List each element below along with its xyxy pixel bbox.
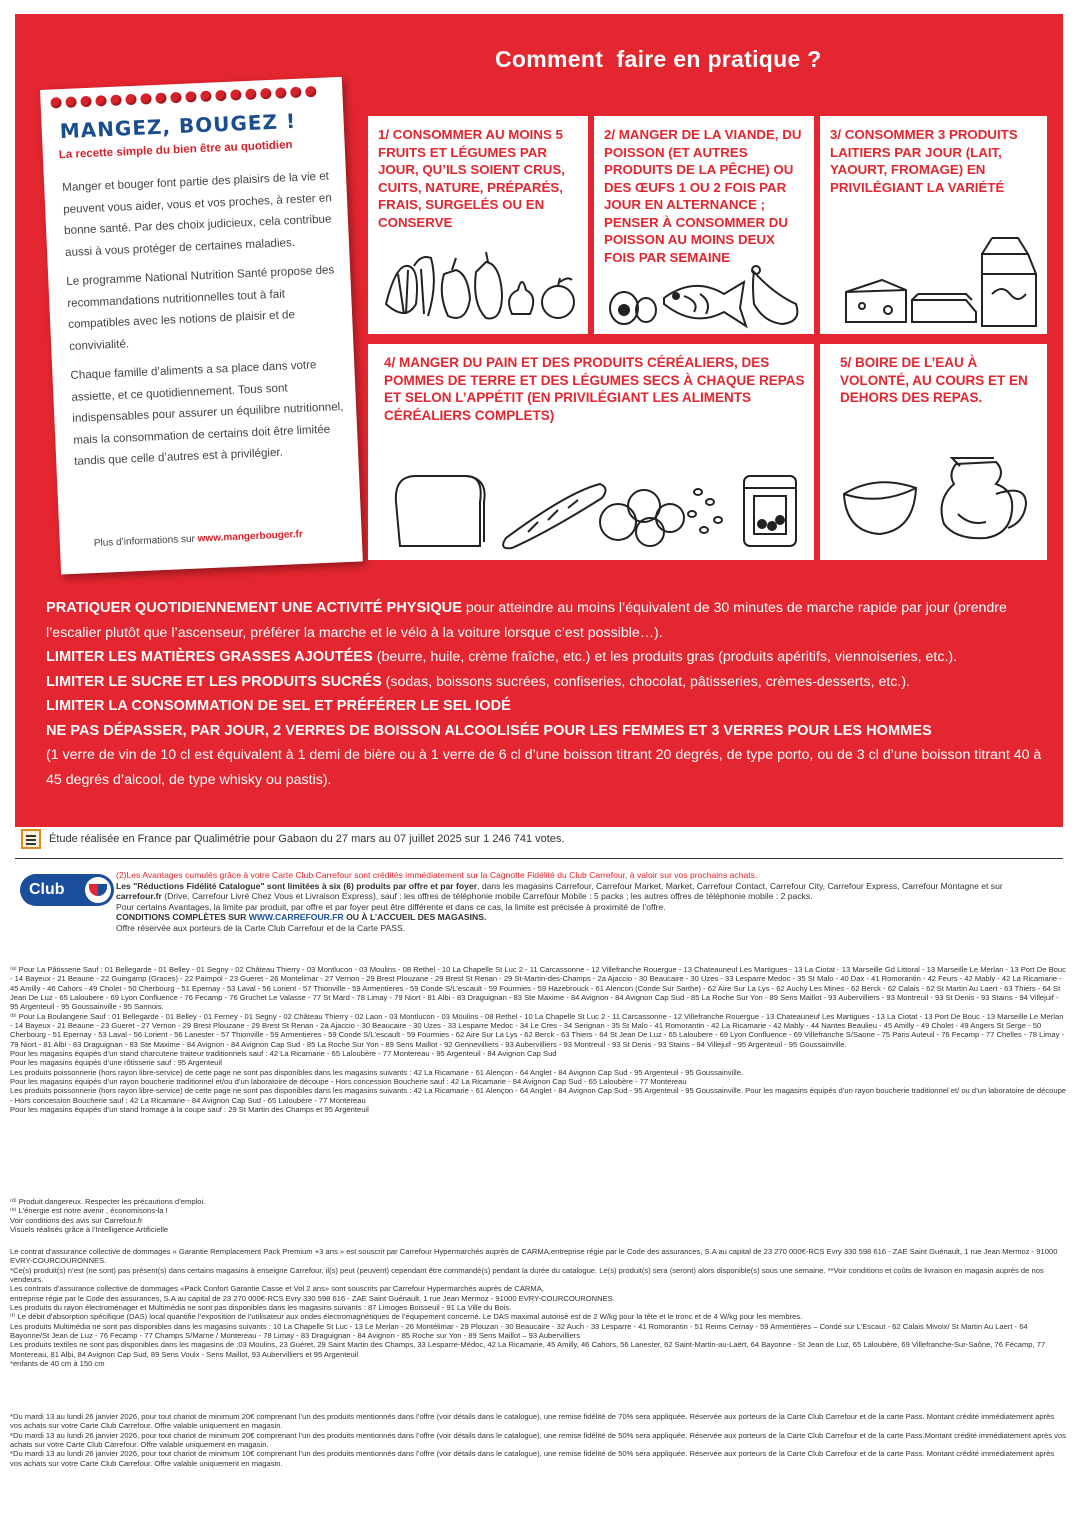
fine-print-stores (10, 965, 1068, 1115)
fine-print-line: Visuels réalisés grâce à l’Intelligence Artificielle (10, 1225, 169, 1235)
card-body (62, 165, 351, 480)
fine-print-line: ⁽ᶠ⁾ Le débit d’absorption spécifique (DAS) local quantifie l’exposition de l’utilisateur aux ondes électromagnétiques de l’équipement concerné. Le DAS maximal autorisé est de 2 W/kg pour la tête et le tronc et de 4 W/kg pour les membres. (10, 1312, 803, 1322)
fine-print-offers (10, 1412, 1068, 1468)
club-line: Les "Réductions Fidélité Catalogue" sont limitées à six (6) produits par offre et par foyer, dans les magasins Carrefour, Carrefour Market, Market, Carrefour Contact, Carrefour City, Carrefour Express, Carrefour Montagne et sur (116, 880, 1003, 891)
guideline-activity: PRATIQUER QUOTIDIENNEMENT UNE ACTIVITÉ PHYSIQUE pour atteindre au moins l’équivalent de 30 minutes de marche rapide par jour (prendre l’escalier plutôt que l’ascenseur, préférer la marche et le vélo à la voiture lorsque c’est possible…). (46, 600, 1007, 641)
guideline-alcohol: NE PAS DÉPASSER, PAR JOUR, 2 VERRES DE BOISSON ALCOOLISÉE POUR LES FEMMES ET 3 VERRES POUR LES HOMMES (46, 722, 932, 739)
dairy-products-icon (842, 234, 1042, 330)
club-line: CONDITIONS COMPLÈTES SUR WWW.CARREFOUR.FR OU À L’ACCUEIL DES MAGASINS. (116, 912, 487, 923)
tip-text: 1/ CONSOMMER AU MOINS 5 FRUITS ET LÉGUMES PAR JOUR, QU’ILS SOIENT CRUS, CUITS, NATURE, PRÉPARÉS, FRAIS, SURGELÉS OU EN CONSERVE (378, 127, 565, 230)
fine-print-line: ⁽ᵇ⁾ Pour La Boulangerie Sauf : 01 Bellegarde - 01 Belley - 01 Ferney - 01 Segny - 02 Château Thierry - 02 Laon - 03 Montlucon - 03 Moulins - 08 Rethel - 10 La Chapelle St Luc 2 - 11 Carcassonne - 12 Villefranche Rouergue - 13 Chateauneuf Les Martigues - 13 La Ciotat - 13 Port De Bouc - 13 Marseille Le Merlan - 14 Bayeux - 21 Beaune - 23 Gueret - 27 Vernon - 29 Brest Plouzane - 29 Brest St Renan - 2a Ajaccio - 30 Beaucaire - 30 Uzes - 33 Lesparre Medoc - 34 Le Cres - 34 Serignan - 35 St Malo - 41 Romorantin - 42 La Ricamarie - 42 Mably - 44 Nantes Beaulieu - 45 Amilly - 49 Cholet - 49 Angers St Serge - 50 Cherbourg - 51 Epernay - 53 Laval - 56 Lorient - 56 Lanester - 57 Thionville - 59 Armentieres - 59 Conde S/L'escault - 59 Fourmies - 62 Aire Sur La Lys - 62 Berck - 63 Thiers - 64 St Jean De Luz - 65 Laloubere - 69 Lyon Confluence - 69 Villefranche S/Saone - 75 Paris Auteuil - 76 Fecamp - 77 Chelles - 78 Limay - 79 Niort - 81 Albi - 83 Draguignan - 83 Ste Maxime - 84 Avignon - 84 Avignon Cap Sud - 85 La Roche Sur Yon - 89 Sens Maillot - 92 Gennevilliers - 93 Aubervilliers - 93 Montreuil - 93 St Denis - 93 Stains - 94 Villejuif - 95 Argenteuil - 95 Goussainville. (10, 1011, 1065, 1049)
carrefour-logo-icon (85, 877, 111, 903)
carrefour-link[interactable]: WWW.CARREFOUR.FR (248, 912, 344, 923)
survey-icon (21, 829, 41, 849)
guideline-alcohol-note: (1 verre de vin de 10 cl est équivalent à 1 demi de bière ou à 1 verre de 6 cl d’une boisson titrant 20 degrés, de type porto, ou de 3 cl d’une boisson titrant 40 à 45 degrés d’alcool, de type whisky ou pastis). (46, 747, 1042, 788)
spiral-binding (50, 86, 316, 109)
tip-text: 3/ CONSOMMER 3 PRODUITS LAITIERS PAR JOUR (LAIT, YAOURT, FROMAGE) EN PRIVILÉGIANT LA VARIÉTÉ (830, 127, 1018, 195)
guideline-fats: LIMITER LES MATIÈRES GRASSES AJOUTÉES (beurre, huile, crème fraîche, etc.) et les produits gras (produits apéritifs, viennoiseries, etc.). (46, 649, 958, 665)
survey-text: Étude réalisée en France par Qualimétrie pour Gabaon du 27 mars au 07 juillet 2025 sur 1 246 741 votes. (49, 833, 565, 845)
card-paragraph: Manger et bouger font partie des plaisirs de la vie et peuvent vous aider, vous et vos proches, à rester en bonne santé. Par des choix judicieux, cela contribue aussi à vous protéger de certaines maladies. (61, 169, 332, 259)
club-line: carrefour.fr (Drive, Carrefour Livré Chez Vous et Livraison Express), sauf : les offres de téléphonie mobile Carrefour Mobile : 5 packs ; les autres offres de téléphonie mobile : 2 packs. (116, 891, 813, 902)
fine-print-line: Les produits poissonnerie (hors rayon libre-service) de cette page ne sont pas disponibles dans les magasins suivants : 42 La Ricamarie - 61 Alençon - 64 Anglet - 84 Avignon Cap Sud - 95 Argenteuil - 95 Goussainville. (10, 1067, 744, 1077)
tip-box-meat-fish-eggs (594, 116, 814, 334)
meat-fish-eggs-icon (604, 264, 809, 330)
card-paragraph: Le programme National Nutrition Santé propose des recommandations nutritionnelles tout à fait compatibles avec les notions de plaisir et de convivialité. (66, 263, 335, 353)
fine-print-line: entreprise régie par le Code des assurances, S.A au capital de 23 270 000€-RCS Evry 330 598 616 - ZAE Saint Guénault, 1 rue Jean Mermoz - 91000 EVRY-COURCOURONNES. (10, 1293, 615, 1303)
card-subtitle: La recette simple du bien être au quotidien (58, 139, 293, 162)
fine-print-line: Pour les magasins équipés d’un stand charcuterie traiteur traditionnels sauf : 42 La Ricamarie - 65 Laloubère - 77 Montereau - 95 Argenteuil - 84 Avignon Cap Sud (10, 1049, 557, 1059)
fine-print-notices (10, 1197, 1068, 1234)
fine-print-line: ⁽ᵉ⁾ L’énergie est notre avenir , économisons-la ! (10, 1206, 168, 1216)
tip-box-fruits-vegetables (368, 116, 588, 334)
mangerbouger-link[interactable]: www.mangerbouger.fr (197, 528, 304, 545)
tip-box-cereals (368, 344, 814, 560)
survey-note (21, 829, 564, 849)
card-paragraph: Chaque famille d’aliments a sa place dans votre assiette, et ce quotidiennement. Tous sont indispensables pour assurer un équilibre nutritionnel, mais la consommation de certains doit être limitée tandis que celle d’autres est à privilégier. (70, 358, 344, 468)
fine-print-line: Les contrats d’assurance collective de dommages «Pack Confort Garantie Casse et Vol 2 ans» sont souscrits par Carrefour Hypermarchés auprès de CARMA, (10, 1284, 544, 1294)
fine-print-insurance (10, 1247, 1068, 1368)
card-title: MANGEZ, BOUGEZ ! (59, 108, 297, 144)
fine-print-line: ⁽ᵃ⁾ Pour La Pâtisserie Sauf : 01 Bellegarde - 01 Belley - 01 Segny - 02 Château Thierry - 03 Montlucon - 03 Moulins - 08 Rethel - 10 La Chapelle St Luc 2 - 11 Carcassonne - 12 Villefranche Rouergue - 13 Chateauneuf Les Martigues - 13 La Ciotat - 13 Marseille Gd Littoral - 13 Marseille Le Merlan - 13 Port De Bouc - 14 Bayeux - 21 Beaune - 22 Guingamp (Graces) - 22 Paimpol - 23 Gueret - 26 Montelimar - 27 Vernon - 29 Brest Plouzane - 29 Brest St Renan - 29 St-Martin-des-Champs - 2a Ajaccio - 30 Beaucaire - 30 Uzes - 33 Lesparre Medoc - 35 St Malo - 40 Dax - 41 Romorantin - 42 Feurs - 42 Mably - 42 La Ricamarie - 45 Amilly - 46 Cahors - 49 Cholet - 50 Cherbourg - 51 Epernay - 53 Laval - 56 Lorient - 57 Thionville - 59 Armentieres - 59 Conde S/L'escault - 59 Fourmies - 59 Hazebrouck - 61 Alencon (Conde Sur Sarthe) - 62 Aire Sur La Lys - 62 Auchy Les Mines - 62 Berck - 62 Calais - 62 St Martin Au Laert - 63 Thiers - 64 St Jean De Luz - 65 Laloubere - 69 Lyon Confluence - 76 Fecamp - 76 Gruchet Le Valasse - 77 St Mard - 78 Limay - 79 Niort - 81 Albi - 83 Draguignan - 83 Ste Maxime - 84 Avignon - 84 Avignon Cap Sud - 85 La Roche Sur Yon - 89 Sens Maillot - 93 Aubervilliers - 93 Montreuil - 93 St Denis - 93 Stains - 94 Villejuif - 95 Argenteuil - 95 Goussainville - 95 Sannois. (10, 965, 1066, 1012)
fruits-vegetables-icon (376, 244, 581, 329)
tip-text: 4/ MANGER DU PAIN ET DES PRODUITS CÉRÉALIERS, DES POMMES DE TERRE ET DES LÉGUMES SECS À CHAQUE REPAS ET SELON L’APPÉTIT (EN PRIVILÉGIANT LES ALIMENTS CÉRÉALIERS COMPLETS) (384, 355, 805, 423)
more-info (94, 529, 303, 549)
fine-print-line: Les produits du rayon électroménager et Multimédia ne sont pas disponibles dans les magasins suivants : 87 Limoges Boisseuil - 91 La Ville du Bois. (10, 1303, 512, 1313)
fine-print-line: Pour les magasins équipés d’une rôtisserie sauf : 95 Argenteuil (10, 1058, 222, 1068)
bread-cereals-icon (388, 462, 808, 550)
tip-text: 5/ BOIRE DE L’EAU À VOLONTÉ, AU COURS ET EN DEHORS DES REPAS. (840, 355, 1028, 405)
club-carrefour-logo (20, 874, 114, 906)
club-line: Offre réservée aux porteurs de la Carte Club Carrefour et de la Carte PASS. (116, 922, 406, 933)
divider (15, 858, 1063, 859)
fine-print-line: Voir conditions des avis sur Carrefour.fr (10, 1215, 143, 1225)
guideline-salt: LIMITER LA CONSOMMATION DE SEL ET PRÉFÉRER LE SEL IODÉ (46, 698, 511, 714)
club-conditions (116, 870, 1056, 934)
tip-box-dairy (820, 116, 1047, 334)
club-line: Pour certains Avantages, la limite par produit, par offre et par foyer peut être différente et dans ce cas, la limite est précisée à proximité de l’offre. (116, 901, 666, 912)
club-line: (2)Les Avantages cumulés grâce à votre Carte Club Carrefour sont crédités immédiatement sur la Cagnotte Fidélité du Club Carrefour, à valoir sur vos prochains achats. (116, 870, 758, 880)
fine-print-line: *Du mardi 13 au lundi 26 janvier 2026, pour tout chariot de minimum 20€ comprenant l’un des produits mentionnés dans l’offre (voir détails dans le catalogue), une remise fidélité de 70% sera appliquée. Réservée aux porteurs de la Carte Club Carrefour et de la carte Pass. Montant crédité immédiatement après vos achats sur votre Carte Club Carrefour. Offre valable uniquement en magasin. (10, 1412, 1055, 1431)
fine-print-line: *Ce(s) produit(s) n’est (ne sont) pas présent(s) dans certains magasins à enseigne Carrefour, il(s) peut (peuvent) cependant être commandé(s) pendant la durée du catalogue. Le(s) produit(s) sera (seront) alors disponible(s) sous une semaine. **Voir conditions et coûts de livraison en magasin auprès de nos vendeurs. (10, 1265, 1044, 1285)
fine-print-line: *enfants de 40 cm à 150 cm (10, 1359, 105, 1369)
fine-print-line: Les produits textiles ne sont pas disponibles dans les magasins de :03 Moulins, 23 Guéret, 29 Saint Martin des Champs, 33 Lesparre-Médoc, 42 La Ricamarie, 45 Amilly, 46 Cahors, 56 Lanester, 62 Saint-Martin-au-Laërt, 64 Bayonne - St Jean de Luz, 65 Laloubère, 69 Villefranche-Sur-Saône, 76 Fécamp, 77 Montereau, 81 Albi, 84 Avignon Cap Sud, 89 Sens Voulx - Sens Maillot, 93 Aubervilliers et 95 Argenteuil (10, 1340, 1046, 1359)
fine-print-line: Pour les magasins équipés d’un stand fromage à la coupe sauf : 29 St Martin des Champs et 95 Argenteuil (10, 1105, 369, 1115)
fine-print-line: Les produits poissonnerie (hors rayon libre-service) de cette page ne sont pas disponibles dans les magasins suivants : 42 La Ricamarie - 61 Alençon - 64 Anglet - 84 Avignon Cap Sud - 95 Argenteuil - 95 Goussainville. Pour les magasins équipés d’un rayon boucherie traditionnel et/ ou d’un laboratoire de découpe - Hors concession Boucherie sauf : 42 La Ricamarie - 84 Avignon Cap Sud - 65 Laloubère - 77 Montereau (10, 1086, 1067, 1105)
club-logo-text: Club (29, 881, 65, 898)
mangez-bougez-card (40, 77, 363, 575)
fine-print-line: Le contrat d’assurance collective de dommages « Garantie Remplacement Pack Premium +3 ans » est souscrit par Carrefour Hypermarchés auprès de CARMA,entreprise régie par le Code des assurances, S.A au capital de 23 270 000€-RCS Evry 330 598 616 - ZAE Saint Guénault, 1 rue Jean Mermoz - 91000 EVRY-COURCOURONNES. (10, 1247, 1058, 1266)
fine-print-line: ⁽ᵈ⁾ Produit dangereux. Respecter les précautions d’emploi. (10, 1197, 206, 1206)
health-guidelines (46, 596, 1051, 792)
fine-print-line: Pour les magasins équipés d’un rayon boucherie traditionnel et/ou d’un laboratoire de découpe - Hors concession Boucherie sauf : 42 La Ricamarie - 84 Avignon Cap Sud - 65 Laloubère - 77 Montereau (10, 1077, 687, 1087)
water-icon (836, 444, 1036, 544)
tip-box-water (820, 344, 1047, 560)
page-title: Comment faire en pratique ? (495, 46, 822, 72)
fine-print-line: *Du mardi 13 au lundi 26 janvier 2026, pour tout chariot de minimum 10€ comprenant l’un des produits mentionnés dans l’offre (voir détails dans le catalogue), une remise fidélité de 50% sera appliquée. Réservée aux porteurs de la Carte Club Carrefour et de la carte Pass. Montant crédité immédiatement après vos achats sur votre Carte Club Carrefour. Offre valable uniquement en magasin. (10, 1449, 1055, 1468)
tip-text: 2/ MANGER DE LA VIANDE, DU POISSON (ET AUTRES PRODUITS DE LA PÊCHE) OU DES ŒUFS 1 OU 2 FOIS PAR JOUR EN ALTERNANCE ; PENSER À CONSOMMER DU POISSON AU MOINS DEUX FOIS PAR SEMAINE (604, 127, 802, 265)
fine-print-line: Les produits Multimédia ne sont pas disponibles dans les magasins suivants : 10 La Chapelle St Luc - 13 Le Merlan - 26 Montélimar - 29 Plouzan - 30 Beaucaire - 32 Auch - 33 Lesparre - 41 Romorantin - 51 Reims Cernay - 59 Armentières – Condé sur L’Escaut - 62 Calais Mivoix/ St Martin Au Laert - 64 Bayonne/St Jean de Luz - 76 Fecamp - 77 Champs S/Marne / Montereau - 78 Limay - 83 Draguignan - 84 Avignon - 85 Roche sur Yon - 89 Sens Maillot – 93 Aubervilliers (10, 1321, 1028, 1341)
fine-print-line: *Du mardi 13 au lundi 26 janvier 2026, pour tout chariot de minimum 20€ comprenant l’un des produits mentionnés dans l’offre (voir détails dans le catalogue), une remise fidélité de 50% sera appliquée. Réservée aux porteurs de la Carte Club Carrefour et de la carte Pass.Montant crédité immédiatement après vos achats sur votre Carte Club Carrefour. Offre valable uniquement en magasin. (10, 1430, 1066, 1450)
more-info-label: Plus d’informations sur (93, 533, 196, 550)
guideline-sugar: LIMITER LE SUCRE ET LES PRODUITS SUCRÉS (sodas, boissons sucrées, confiseries, chocolat, pâtisseries, crèmes-desserts, etc.). (46, 673, 910, 690)
